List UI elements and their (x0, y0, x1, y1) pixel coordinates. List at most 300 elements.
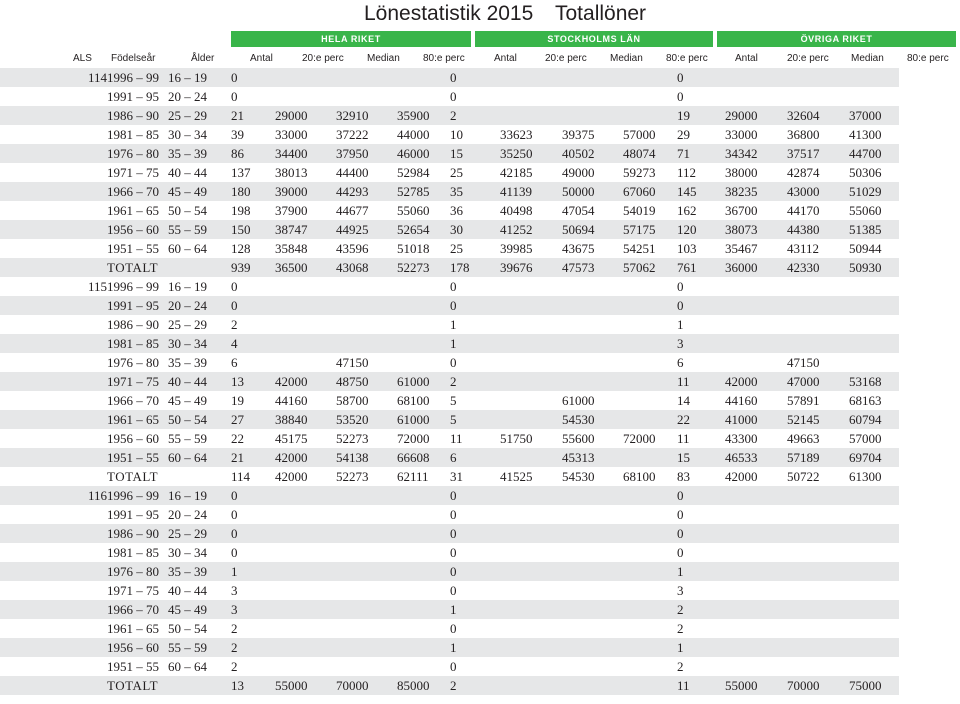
cell-alder: 50 – 54 (168, 203, 207, 218)
cell-fodelsear: 1996 – 99 (107, 279, 159, 294)
cell-sthlm-median: 54530 (562, 469, 595, 484)
cell-ovriga-80e-perc (849, 315, 899, 334)
cell-sthlm-median: 47573 (562, 258, 623, 277)
cell-hela-20e-perc (275, 68, 336, 87)
cell-hela-80e-perc: 52984 (397, 165, 430, 180)
cell-alder: 60 – 64 (168, 448, 231, 467)
cell-hela-median: 58700 (336, 393, 369, 408)
cell-ovriga-median: 57891 (787, 393, 820, 408)
cell-sthlm-80e-perc (623, 619, 677, 638)
cell-fodelsear: 1986 – 90 (107, 317, 159, 332)
cell-ovriga-20e-perc: 34342 (725, 144, 787, 163)
cell-sthlm-20e-perc (500, 372, 562, 391)
table-row (0, 144, 899, 163)
table-row (0, 201, 899, 220)
cell-fodelsear: TOTALT (107, 676, 168, 695)
cell-sthlm-80e-perc: 68100 (623, 469, 656, 484)
cell-hela-antal: 0 (231, 545, 238, 560)
cell-ovriga-80e-perc (849, 296, 899, 315)
cell-hela-20e-perc: 44160 (275, 393, 308, 408)
cell-sthlm-antal: 0 (450, 279, 457, 294)
cell-als (0, 581, 107, 600)
group-header-ovriga-riket: ÖVRIGA RIKET (717, 31, 956, 47)
cell-sthlm-80e-perc: 72000 (623, 431, 656, 446)
cell-alder (168, 676, 231, 695)
cell-als (0, 410, 107, 429)
cell-sthlm-20e-perc (500, 562, 562, 581)
cell-ovriga-80e-perc: 61300 (849, 469, 882, 484)
cell-sthlm-antal: 15 (450, 144, 500, 163)
table-row (0, 182, 899, 201)
cell-hela-median: 52273 (336, 469, 369, 484)
cell-sthlm-20e-perc (500, 296, 562, 315)
header-80e-perc: 80:e perc (423, 53, 465, 64)
cell-ovriga-antal: 22 (677, 410, 725, 429)
cell-ovriga-median: 47150 (787, 355, 820, 370)
cell-sthlm-80e-perc: 59273 (623, 165, 656, 180)
cell-sthlm-median (562, 600, 623, 619)
cell-sthlm-80e-perc (623, 410, 677, 429)
cell-sthlm-median: 49000 (562, 165, 595, 180)
cell-hela-median: 53520 (336, 410, 397, 429)
cell-ovriga-antal: 120 (677, 220, 725, 239)
cell-ovriga-80e-perc: 51029 (849, 182, 899, 201)
table-row (0, 486, 899, 505)
cell-ovriga-median: 49663 (787, 431, 820, 446)
cell-hela-20e-perc (275, 600, 336, 619)
cell-ovriga-median: 50722 (787, 469, 820, 484)
table-row (0, 391, 899, 410)
cell-als (0, 676, 107, 695)
group-header-hela-riket: HELA RIKET (231, 31, 471, 47)
cell-sthlm-80e-perc (623, 277, 677, 296)
cell-sthlm-80e-perc (623, 581, 677, 600)
cell-sthlm-20e-perc (500, 277, 562, 296)
cell-ovriga-antal: 2 (677, 659, 684, 674)
cell-hela-20e-perc: 55000 (275, 676, 336, 695)
table-row (0, 429, 899, 448)
cell-ovriga-80e-perc (849, 581, 899, 600)
cell-fodelsear: 1981 – 85 (107, 545, 159, 560)
cell-ovriga-median (787, 562, 849, 581)
cell-ovriga-antal: 112 (677, 165, 697, 180)
cell-ovriga-80e-perc (849, 619, 899, 638)
cell-hela-median (336, 334, 397, 353)
cell-hela-80e-perc: 35900 (397, 106, 450, 125)
cell-ovriga-median (787, 505, 849, 524)
cell-sthlm-80e-perc (623, 505, 677, 524)
cell-fodelsear: 1951 – 55 (107, 448, 168, 467)
cell-fodelsear: 1996 – 99 (107, 68, 168, 87)
cell-sthlm-antal: 0 (450, 68, 500, 87)
cell-ovriga-median (787, 68, 849, 87)
table-row (0, 315, 899, 334)
cell-sthlm-80e-perc: 48074 (623, 144, 677, 163)
cell-ovriga-20e-perc (725, 68, 787, 87)
cell-hela-antal: 22 (231, 431, 244, 446)
cell-hela-median (336, 543, 397, 562)
cell-ovriga-80e-perc (849, 277, 899, 296)
cell-alder: 40 – 44 (168, 372, 231, 391)
cell-ovriga-20e-perc (725, 87, 787, 106)
cell-ovriga-20e-perc: 44160 (725, 393, 758, 408)
header-als: ALS (73, 53, 92, 64)
cell-als (0, 125, 107, 144)
cell-alder: 45 – 49 (168, 182, 231, 201)
cell-ovriga-median: 47000 (787, 372, 849, 391)
cell-sthlm-antal: 0 (450, 659, 457, 674)
total-row (0, 676, 899, 695)
cell-ovriga-median: 37517 (787, 144, 849, 163)
cell-ovriga-20e-perc: 41000 (725, 410, 787, 429)
cell-als (0, 258, 107, 277)
cell-fodelsear: 1971 – 75 (107, 372, 168, 391)
cell-sthlm-antal: 5 (450, 393, 457, 408)
cell-ovriga-20e-perc (725, 657, 787, 676)
cell-hela-80e-perc (397, 543, 450, 562)
cell-alder: 35 – 39 (168, 144, 231, 163)
cell-sthlm-80e-perc (623, 87, 677, 106)
cell-hela-median: 44293 (336, 182, 397, 201)
cell-alder: 35 – 39 (168, 355, 207, 370)
cell-hela-median: 44677 (336, 203, 369, 218)
cell-sthlm-antal: 0 (450, 507, 457, 522)
cell-ovriga-20e-perc (725, 619, 787, 638)
cell-alder: 16 – 19 (168, 68, 231, 87)
cell-ovriga-median (787, 543, 849, 562)
cell-hela-median (336, 486, 397, 505)
cell-sthlm-20e-perc (500, 486, 562, 505)
cell-sthlm-20e-perc (500, 315, 562, 334)
cell-hela-antal: 0 (231, 68, 275, 87)
cell-ovriga-median: 43112 (787, 241, 820, 256)
table-row (0, 277, 899, 296)
cell-ovriga-antal: 71 (677, 144, 725, 163)
cell-sthlm-antal: 6 (450, 448, 500, 467)
cell-sthlm-20e-perc (500, 106, 562, 125)
cell-hela-antal: 19 (231, 393, 244, 408)
cell-sthlm-20e-perc (500, 87, 562, 106)
cell-ovriga-80e-perc: 53168 (849, 372, 899, 391)
cell-sthlm-median (562, 505, 623, 524)
cell-ovriga-median (787, 486, 849, 505)
header-80e-perc: 80:e perc (907, 53, 949, 64)
cell-hela-median: 44400 (336, 165, 369, 180)
cell-alder: 30 – 34 (168, 334, 231, 353)
total-row (0, 258, 899, 277)
cell-alder: 55 – 59 (168, 220, 231, 239)
cell-ovriga-median (787, 315, 849, 334)
cell-hela-median (336, 315, 397, 334)
cell-hela-median (336, 600, 397, 619)
cell-hela-20e-perc: 39000 (275, 182, 336, 201)
cell-hela-antal: 6 (231, 355, 238, 370)
cell-ovriga-80e-perc (849, 543, 899, 562)
cell-fodelsear: 1986 – 90 (107, 106, 168, 125)
cell-als (0, 543, 107, 562)
cell-sthlm-median (562, 543, 623, 562)
cell-fodelsear: 1976 – 80 (107, 562, 168, 581)
cell-hela-antal: 2 (231, 317, 238, 332)
table-row (0, 448, 899, 467)
cell-alder: 50 – 54 (168, 621, 207, 636)
cell-hela-20e-perc: 35848 (275, 241, 308, 256)
cell-hela-80e-perc: 61000 (397, 410, 450, 429)
cell-sthlm-80e-perc (623, 638, 677, 657)
cell-hela-antal: 0 (231, 279, 238, 294)
cell-sthlm-20e-perc: 41525 (500, 469, 533, 484)
table-row (0, 106, 899, 125)
cell-hela-median: 32910 (336, 106, 397, 125)
cell-ovriga-median (787, 657, 849, 676)
cell-hela-antal: 27 (231, 410, 275, 429)
cell-ovriga-antal: 1 (677, 638, 725, 657)
cell-als (0, 524, 107, 543)
cell-sthlm-20e-perc (500, 657, 562, 676)
cell-ovriga-median: 36800 (787, 127, 820, 142)
cell-hela-80e-perc: 62111 (397, 469, 429, 484)
table-row (0, 163, 899, 182)
cell-hela-median: 48750 (336, 372, 397, 391)
table-row (0, 562, 899, 581)
cell-fodelsear: 1976 – 80 (107, 355, 159, 370)
cell-ovriga-antal: 0 (677, 89, 684, 104)
cell-als (0, 391, 107, 410)
cell-sthlm-20e-perc: 41139 (500, 182, 562, 201)
cell-als: 115 (87, 279, 107, 294)
cell-hela-antal: 3 (231, 583, 238, 598)
table-row (0, 619, 899, 638)
cell-sthlm-80e-perc (623, 600, 677, 619)
cell-sthlm-20e-perc: 39676 (500, 258, 562, 277)
cell-sthlm-antal: 30 (450, 220, 500, 239)
cell-ovriga-80e-perc: 60794 (849, 410, 899, 429)
table-row (0, 372, 899, 391)
cell-hela-80e-perc: 55060 (397, 203, 430, 218)
column-headers (0, 51, 960, 67)
cell-sthlm-median (562, 277, 623, 296)
cell-sthlm-median: 45313 (562, 448, 623, 467)
cell-sthlm-antal: 36 (450, 203, 463, 218)
cell-hela-20e-perc (275, 562, 336, 581)
total-row (0, 467, 899, 486)
cell-sthlm-median: 40502 (562, 144, 623, 163)
cell-sthlm-20e-perc (500, 505, 562, 524)
cell-als (0, 106, 107, 125)
header-median: Median (851, 53, 884, 64)
cell-hela-median: 37222 (336, 127, 369, 142)
cell-ovriga-20e-perc (725, 505, 787, 524)
cell-hela-80e-perc: 52785 (397, 182, 450, 201)
cell-sthlm-antal: 2 (450, 372, 500, 391)
header-antal: Antal (250, 53, 273, 64)
cell-hela-20e-perc (275, 334, 336, 353)
cell-ovriga-80e-perc (849, 68, 899, 87)
cell-ovriga-80e-perc: 50930 (849, 258, 899, 277)
cell-sthlm-antal: 35 (450, 182, 500, 201)
cell-alder: 45 – 49 (168, 393, 207, 408)
cell-sthlm-antal: 11 (450, 431, 463, 446)
cell-hela-80e-perc: 52654 (397, 220, 450, 239)
cell-sthlm-20e-perc: 39985 (500, 241, 533, 256)
cell-hela-antal: 3 (231, 600, 275, 619)
cell-hela-median (336, 505, 397, 524)
cell-hela-80e-perc (397, 657, 450, 676)
cell-sthlm-antal: 0 (450, 621, 457, 636)
salary-table (0, 68, 899, 695)
cell-als: 116 (0, 486, 107, 505)
cell-sthlm-antal: 10 (450, 127, 463, 142)
cell-hela-median (336, 296, 397, 315)
cell-als (0, 296, 107, 315)
table-row (0, 220, 899, 239)
cell-sthlm-median (562, 638, 623, 657)
cell-sthlm-20e-perc (500, 676, 562, 695)
cell-sthlm-median (562, 562, 623, 581)
cell-hela-antal: 2 (231, 659, 238, 674)
cell-hela-20e-perc: 38747 (275, 220, 336, 239)
cell-als (0, 182, 107, 201)
cell-sthlm-antal: 1 (450, 317, 457, 332)
cell-fodelsear: 1991 – 95 (107, 89, 159, 104)
cell-hela-80e-perc: 85000 (397, 676, 450, 695)
cell-sthlm-median (562, 334, 623, 353)
table-row (0, 353, 899, 372)
cell-ovriga-median (787, 87, 849, 106)
cell-hela-median: 47150 (336, 355, 369, 370)
cell-hela-median (336, 657, 397, 676)
cell-sthlm-80e-perc (623, 372, 677, 391)
cell-hela-antal: 198 (231, 203, 251, 218)
cell-hela-antal: 13 (231, 676, 275, 695)
cell-alder: 60 – 64 (168, 659, 207, 674)
cell-ovriga-median: 52145 (787, 410, 849, 429)
cell-ovriga-antal: 103 (677, 241, 697, 256)
cell-hela-80e-perc (397, 619, 450, 638)
header-20e-perc: 20:e perc (302, 53, 344, 64)
cell-alder: 25 – 29 (168, 524, 231, 543)
cell-hela-antal: 4 (231, 334, 275, 353)
cell-hela-80e-perc (397, 524, 450, 543)
group-header-stockholms-lan: STOCKHOLMS LÄN (475, 31, 713, 47)
cell-hela-80e-perc (397, 334, 450, 353)
cell-ovriga-median (787, 638, 849, 657)
cell-sthlm-80e-perc (623, 543, 677, 562)
cell-als (0, 201, 107, 220)
cell-ovriga-20e-perc: 43300 (725, 431, 758, 446)
cell-ovriga-20e-perc (725, 296, 787, 315)
header-alder: Ålder (191, 53, 215, 64)
cell-sthlm-20e-perc (500, 600, 562, 619)
cell-alder (168, 467, 231, 486)
cell-hela-20e-perc (275, 524, 336, 543)
table-row (0, 125, 899, 144)
cell-ovriga-median: 44170 (787, 203, 820, 218)
cell-ovriga-20e-perc: 36000 (725, 258, 787, 277)
cell-hela-antal: 2 (231, 638, 275, 657)
cell-ovriga-20e-perc (725, 486, 787, 505)
cell-sthlm-antal: 0 (450, 355, 457, 370)
table-row (0, 600, 899, 619)
cell-sthlm-80e-perc: 57175 (623, 220, 677, 239)
cell-alder: 40 – 44 (168, 165, 207, 180)
cell-hela-median (336, 638, 397, 657)
cell-sthlm-median: 47054 (562, 203, 595, 218)
table-row (0, 239, 899, 258)
cell-sthlm-20e-perc: 51750 (500, 431, 533, 446)
cell-ovriga-20e-perc: 46533 (725, 448, 787, 467)
cell-sthlm-80e-perc (623, 296, 677, 315)
cell-hela-80e-perc (397, 296, 450, 315)
cell-ovriga-median (787, 334, 849, 353)
header-20e-perc: 20:e perc (545, 53, 587, 64)
header-antal: Antal (735, 53, 758, 64)
cell-ovriga-antal: 1 (677, 562, 725, 581)
cell-als (0, 353, 107, 372)
cell-hela-median: 70000 (336, 676, 397, 695)
cell-ovriga-median: 42874 (787, 165, 820, 180)
cell-sthlm-80e-perc (623, 334, 677, 353)
cell-sthlm-median (562, 68, 623, 87)
cell-fodelsear: 1976 – 80 (107, 144, 168, 163)
cell-sthlm-20e-perc: 33623 (500, 127, 533, 142)
cell-hela-median: 44925 (336, 220, 397, 239)
cell-hela-antal: 0 (231, 296, 275, 315)
cell-sthlm-80e-perc (623, 106, 677, 125)
cell-hela-80e-perc: 66608 (397, 448, 450, 467)
cell-ovriga-median: 57189 (787, 448, 849, 467)
cell-ovriga-median (787, 581, 849, 600)
cell-sthlm-median: 55600 (562, 431, 595, 446)
cell-sthlm-antal: 0 (450, 583, 457, 598)
cell-als (0, 163, 107, 182)
cell-sthlm-80e-perc (623, 353, 677, 372)
cell-als (0, 448, 107, 467)
cell-ovriga-20e-perc: 33000 (725, 127, 758, 142)
cell-hela-80e-perc: 61000 (397, 372, 450, 391)
cell-ovriga-20e-perc (725, 353, 787, 372)
cell-ovriga-antal: 0 (677, 68, 725, 87)
cell-fodelsear: 1961 – 65 (107, 410, 168, 429)
cell-hela-80e-perc: 46000 (397, 144, 450, 163)
cell-sthlm-20e-perc: 41252 (500, 220, 562, 239)
cell-hela-20e-perc: 42000 (275, 448, 336, 467)
cell-fodelsear: 1966 – 70 (107, 182, 168, 201)
cell-sthlm-median (562, 372, 623, 391)
cell-fodelsear: 1956 – 60 (107, 431, 159, 446)
cell-alder: 30 – 34 (168, 545, 207, 560)
cell-ovriga-median (787, 524, 849, 543)
cell-hela-antal: 13 (231, 372, 275, 391)
cell-ovriga-20e-perc: 42000 (725, 469, 758, 484)
cell-ovriga-antal: 0 (677, 507, 684, 522)
cell-ovriga-80e-perc (849, 562, 899, 581)
cell-ovriga-antal: 761 (677, 258, 725, 277)
cell-hela-80e-perc (397, 638, 450, 657)
cell-sthlm-antal: 0 (450, 89, 457, 104)
cell-ovriga-20e-perc (725, 638, 787, 657)
cell-alder: 60 – 64 (168, 241, 207, 256)
cell-ovriga-antal: 29 (677, 127, 690, 142)
cell-fodelsear: 1961 – 65 (107, 621, 159, 636)
cell-hela-median (336, 581, 397, 600)
cell-fodelsear: 1951 – 55 (107, 241, 159, 256)
cell-ovriga-median (787, 600, 849, 619)
cell-alder: 16 – 19 (168, 486, 231, 505)
cell-ovriga-antal: 2 (677, 600, 725, 619)
cell-hela-median (336, 68, 397, 87)
header-80e-perc: 80:e perc (666, 53, 708, 64)
